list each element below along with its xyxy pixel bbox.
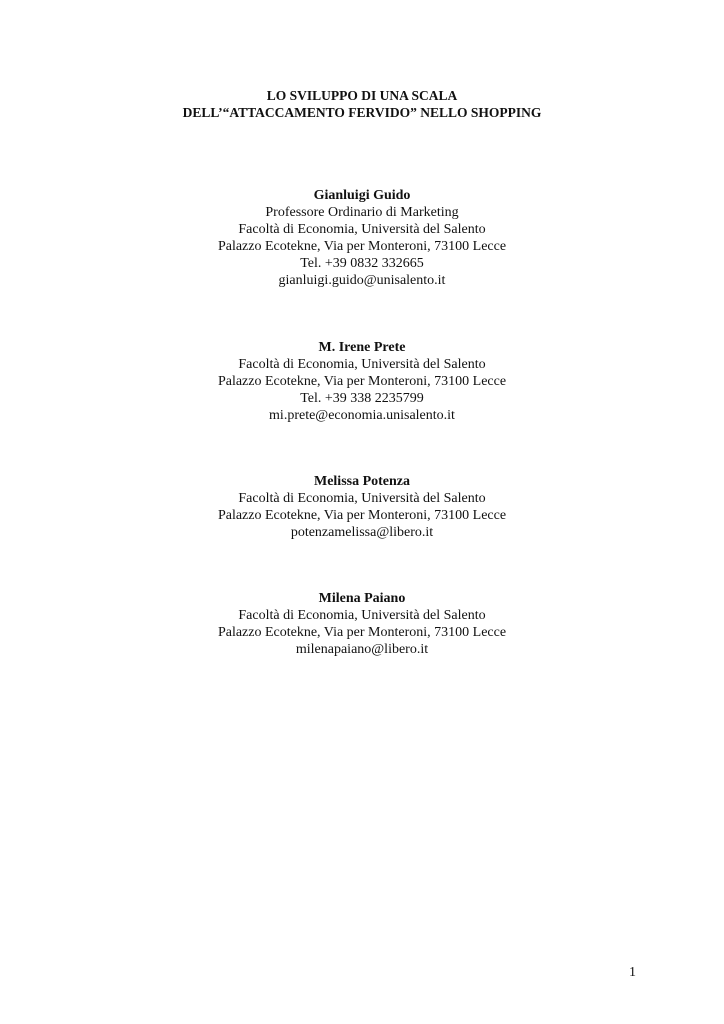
paper-title	[0, 87, 724, 121]
author-block-guido	[0, 187, 724, 289]
author-name: Gianluigi Guido	[313, 188, 411, 203]
author-faculty: Facoltà di Economia, Università del Salento	[238, 491, 486, 506]
page-number: 1	[629, 965, 636, 980]
title-line-1: LO SVILUPPO DI UNA SCALA	[266, 88, 458, 103]
author-block-potenza	[0, 473, 724, 541]
author-address: Palazzo Ecotekne, Via per Monteroni, 73100 Lecce	[217, 625, 507, 640]
author-address: Palazzo Ecotekne, Via per Monteroni, 73100 Lecce	[217, 374, 507, 389]
author-email: gianluigi.guido@unisalento.it	[278, 273, 446, 288]
author-tel: Tel. +39 338 2235799	[300, 391, 424, 406]
author-block-prete	[0, 339, 724, 424]
author-role: Professore Ordinario di Marketing	[265, 205, 459, 220]
author-faculty: Facoltà di Economia, Università del Salento	[238, 222, 486, 237]
author-name: M. Irene Prete	[318, 340, 406, 355]
author-faculty: Facoltà di Economia, Università del Salento	[238, 608, 486, 623]
author-faculty: Facoltà di Economia, Università del Salento	[238, 357, 486, 372]
author-address: Palazzo Ecotekne, Via per Monteroni, 73100 Lecce	[217, 239, 507, 254]
author-tel: Tel. +39 0832 332665	[300, 256, 424, 271]
author-email: potenzamelissa@libero.it	[290, 525, 434, 540]
title-line-2: DELL’“ATTACCAMENTO FERVIDO” NELLO SHOPPING	[182, 105, 542, 120]
author-block-paiano	[0, 590, 724, 658]
author-name: Melissa Potenza	[313, 474, 411, 489]
author-email: mi.prete@economia.unisalento.it	[269, 408, 455, 423]
author-email: milenapaiano@libero.it	[295, 642, 429, 657]
author-name: Milena Paiano	[318, 591, 406, 606]
author-address: Palazzo Ecotekne, Via per Monteroni, 73100 Lecce	[217, 508, 507, 523]
